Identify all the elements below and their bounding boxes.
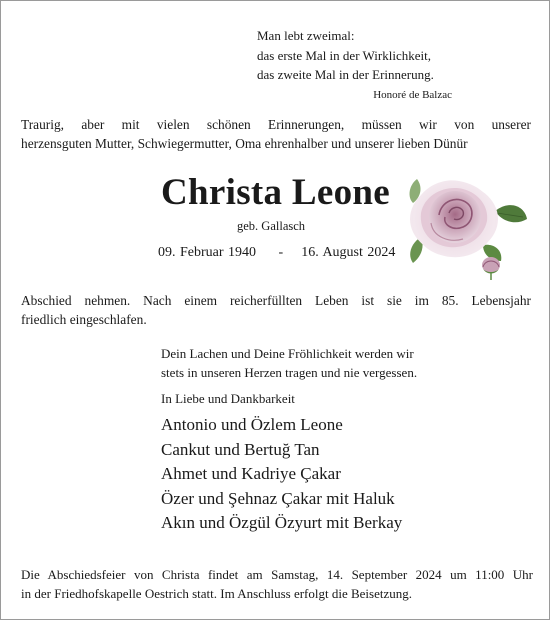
birth-name: geb. Gallasch — [237, 219, 306, 233]
quote-line: Man lebt zweimal: — [257, 28, 355, 43]
mourner-entry: Özer und Şehnaz Çakar mit Haluk — [161, 488, 395, 508]
quote-line: das zweite Mal in der Erinnerung. — [257, 67, 434, 82]
mourner-entry: Antonio und Özlem Leone — [161, 415, 343, 434]
deceased-name: Christa Leone — [161, 172, 390, 213]
intro-line: herzensguten Mutter, Schwiegermutter, Oma ehrenhalber und unserer lieben Dünür — [21, 136, 468, 151]
farewell-paragraph — [21, 291, 531, 329]
quote-line: das erste Mal in der Wirklichkeit, — [257, 47, 431, 63]
mourner-entry: Ahmet und Kadriye Çakar — [161, 464, 341, 483]
service-line: Die Abschiedsfeier von Christa findet am Samstag, 14. September 2024 um 11:00 Uhr — [21, 567, 533, 582]
quote-block — [257, 26, 434, 85]
date-separator: - — [278, 245, 284, 260]
poem-block — [161, 344, 417, 382]
life-dates — [158, 245, 395, 261]
mourners-list — [161, 413, 402, 536]
service-info — [21, 565, 533, 603]
mourner-entry: Cankut und Bertuğ Tan — [161, 439, 320, 459]
death-date: 16. August 2024 — [301, 245, 396, 260]
rose-icon — [399, 163, 531, 281]
closing-phrase: In Liebe und Dankbarkeit — [161, 391, 295, 406]
intro-line: Traurig, aber mit vielen schönen Erinnerungen, müssen wir von unserer — [21, 117, 531, 132]
farewell-line: Abschied nehmen. Nach einem reicherfüllten Leben ist sie im 85. Lebensjahr — [21, 293, 531, 308]
service-line: in der Friedhofskapelle Oestrich statt. Im Anschluss erfolgt die Beisetzung. — [21, 586, 412, 601]
poem-line: Dein Lachen und Deine Fröhlichkeit werden wir — [161, 346, 414, 361]
birth-date: 09. Februar 1940 — [158, 245, 257, 260]
mourner-entry: Akın und Özgül Özyurt mit Berkay — [161, 513, 403, 532]
poem-line: stets in unseren Herzen tragen und nie vergessen. — [161, 365, 418, 380]
farewell-line: friedlich eingeschlafen. — [21, 312, 147, 327]
intro-paragraph — [21, 115, 531, 153]
quote-author: Honoré de Balzac — [373, 89, 452, 101]
